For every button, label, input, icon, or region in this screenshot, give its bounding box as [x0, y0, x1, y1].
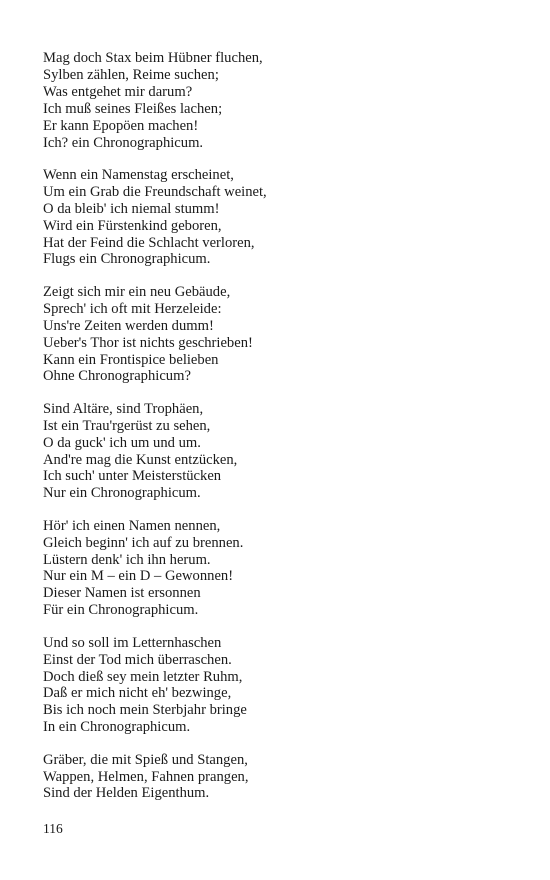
stanza-1 — [43, 50, 513, 151]
verse-line: Ich? ein Chronographicum. — [43, 134, 204, 151]
verse-line: Was entgehet mir darum? — [43, 83, 193, 100]
verse-line: Sylben zählen, Reime suchen; — [43, 66, 219, 83]
verse-line: Ist ein Trau'rgerüst zu sehen, — [43, 417, 211, 434]
verse-line: Uns're Zeiten werden dumm! — [43, 317, 214, 334]
verse-line: Zeigt sich mir ein neu Gebäude, — [43, 283, 231, 300]
verse-line: Gleich beginn' ich auf zu brennen. — [43, 534, 244, 551]
verse-line: Mag doch Stax beim Hübner fluchen, — [43, 50, 263, 66]
verse-line: Kann ein Frontispice belieben — [43, 351, 219, 368]
verse-line: Sind Altäre, sind Trophäen, — [43, 400, 204, 417]
verse-line: Ich such' unter Meisterstücken — [43, 468, 222, 485]
verse-line: Ich muß seines Fleißes lachen; — [43, 100, 223, 117]
verse-line: Bis ich noch mein Sterbjahr bringe — [43, 702, 247, 719]
verse-line: Dieser Namen ist ersonnen — [43, 585, 201, 602]
verse-line: Wird ein Fürstenkind geboren, — [43, 217, 222, 234]
verse-line: Ueber's Thor ist nichts geschrieben! — [43, 334, 253, 351]
stanza-3 — [43, 284, 513, 385]
verse-line: Nur ein M – ein D – Gewonnen! — [43, 568, 234, 585]
verse-line: O da guck' ich um und um. — [43, 434, 201, 451]
verse-line: Gräber, die mit Spieß und Stangen, — [43, 751, 248, 768]
verse-line: Um ein Grab die Freundschaft weinet, — [43, 183, 267, 200]
verse-line: Hör' ich einen Namen nennen, — [43, 517, 221, 534]
verse-line: And're mag die Kunst entzücken, — [43, 451, 238, 468]
verse-line: Wappen, Helmen, Fahnen prangen, — [43, 768, 249, 785]
verse-line: Sprech' ich oft mit Herzeleide: — [43, 300, 222, 317]
stanza-5 — [43, 518, 513, 619]
page-number: 116 — [43, 821, 63, 836]
verse-line: Und so soll im Letternhaschen — [43, 634, 222, 651]
verse-line: Lüstern denk' ich ihn herum. — [43, 551, 211, 568]
stanza-7 — [43, 752, 513, 803]
stanza-4 — [43, 401, 513, 502]
verse-line: Flugs ein Chronographicum. — [43, 251, 211, 268]
verse-line: Ohne Chronographicum? — [43, 368, 191, 385]
verse-line: Daß er mich nicht eh' bezwinge, — [43, 685, 232, 702]
verse-line: O da bleib' ich niemal stumm! — [43, 200, 220, 217]
verse-line: Für ein Chronographicum. — [43, 602, 199, 619]
verse-line: Sind der Helden Eigenthum. — [43, 785, 210, 802]
verse-line: In ein Chronographicum. — [43, 719, 191, 736]
verse-line: Nur ein Chronographicum. — [43, 485, 201, 502]
verse-line: Wenn ein Namenstag erscheinet, — [43, 166, 234, 183]
verse-line: Hat der Feind die Schlacht verloren, — [43, 234, 255, 251]
verse-line: Doch dieß sey mein letzter Ruhm, — [43, 668, 243, 685]
verse-line: Er kann Epopöen machen! — [43, 117, 199, 134]
verse-line: Einst der Tod mich überraschen. — [43, 651, 232, 668]
poem-body — [43, 50, 513, 818]
stanza-2 — [43, 167, 513, 268]
stanza-6 — [43, 635, 513, 736]
